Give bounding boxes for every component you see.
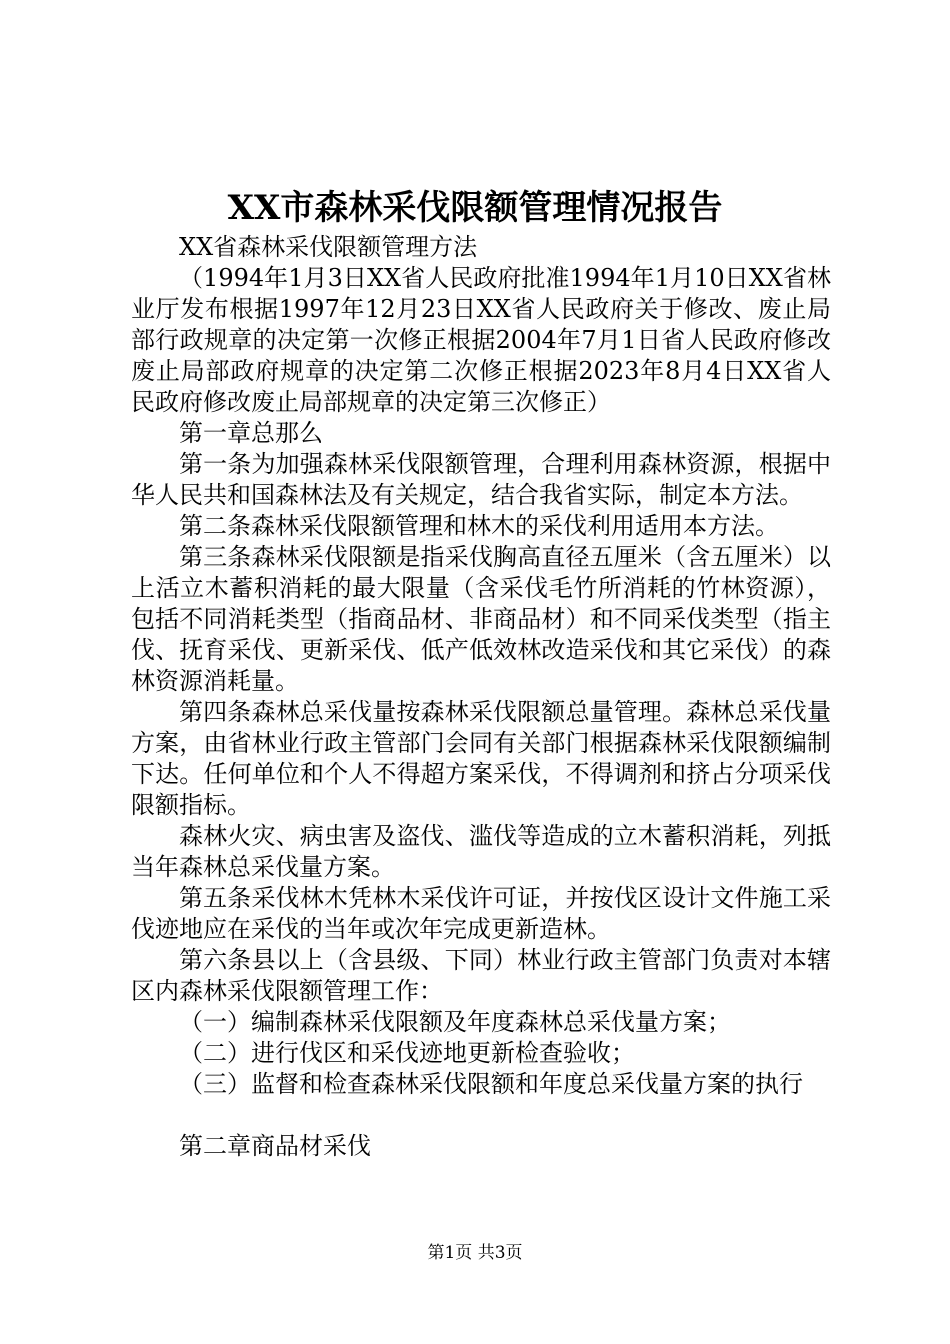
paragraph: 第六条县以上（含县级、下同）林业行政主管部门负责对本辖区内森林采伐限额管理工作：	[131, 946, 831, 1005]
document-body	[131, 232, 831, 1162]
paragraph: XX省森林采伐限额管理方法	[179, 233, 478, 261]
page-footer: 第1页 共3页	[427, 1243, 523, 1263]
chapter-heading: 第一章总那么	[179, 419, 323, 447]
paragraph: 第四条森林总采伐量按森林采伐限额总量管理。森林总采伐量方案，由省林业行政主管部门会同有关部门根据森林采伐限额编制下达。任何单位和个人不得超方案采伐，不得调剂和挤占分项采伐限额指标。	[131, 698, 831, 819]
page-title: XX市森林采伐限额管理情况报告	[227, 188, 723, 228]
paragraph: （1994年1月3日XX省人民政府批准1994年1月10日XX省林业厅发布根据1997年12月23日XX省人民政府关于修改、废止局部行政规章的决定第一次修正根据2004年7月1日省人民政府修改废止局部政府规章的决定第二次修正根据2023年8月4日XX省人民政府修改废止局部规章的决定第三次修正）	[131, 264, 831, 416]
paragraph: 第三条森林采伐限额是指采伐胸高直径五厘米（含五厘米）以上活立木蓄积消耗的最大限量（含采伐毛竹所消耗的竹林资源），包括不同消耗类型（指商品材、非商品材）和不同采伐类型（指主伐、抚育采伐、更新采伐、低产低效林改造采伐和其它采伐）的森林资源消耗量。	[131, 543, 831, 695]
list-item: （一）编制森林采伐限额及年度森林总采伐量方案；	[179, 1008, 731, 1036]
paragraph: 第二条森林采伐限额管理和林木的采伐利用适用本方法。	[179, 512, 779, 540]
paragraph: 第五条采伐林木凭林木采伐许可证，并按伐区设计文件施工采伐迹地应在采伐的当年或次年完成更新造林。	[131, 884, 831, 943]
paragraph: 第一条为加强森林采伐限额管理，合理利用森林资源，根据中华人民共和国森林法及有关规定，结合我省实际，制定本方法。	[131, 450, 831, 509]
list-item: （三）监督和检查森林采伐限额和年度总采伐量方案的执行	[179, 1070, 803, 1098]
chapter-heading: 第二章商品材采伐	[179, 1132, 371, 1160]
list-item: （二）进行伐区和采伐迹地更新检查验收；	[179, 1039, 635, 1067]
paragraph: 森林火灾、病虫害及盗伐、滥伐等造成的立木蓄积消耗，列抵当年森林总采伐量方案。	[131, 822, 831, 881]
